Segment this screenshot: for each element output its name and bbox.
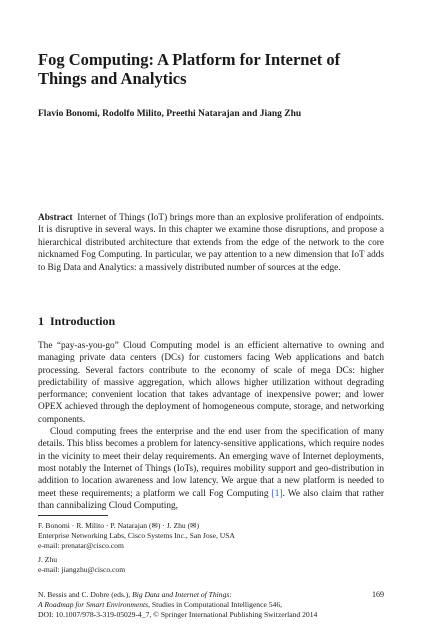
citation-editors: N. Bessis and C. Dobre (eds.), [38,590,133,599]
section-title: Introduction [50,314,116,328]
footnote-second-author [38,555,384,575]
footnote-author-name: J. Zhu [38,555,57,564]
paragraph-1: The “pay-as-you-go” Cloud Computing model is an efficient alternative to owning and managing private data centers (DCs) for customers facing Web applications and batch processing. Several factors contribute to the economy of scale of mega DCs: higher predictability of massive aggregation, which allows higher utilization without degrading performance; convenient location that takes advantage of inexpensive power; and lower OPEX achieved through the deployment of homogeneous compute, storage, and networking components. [38,341,384,425]
citation-book-title: Big Data and Internet of Things: [132,590,232,599]
footnote-email-2: e-mail: jiangzhu@cisco.com [38,565,126,574]
footnote-author-names: F. Bonomi · R. Milito · P. Natarajan (✉) · J. Zhu (✉) [38,521,200,530]
section-number: 1 [38,314,44,328]
abstract [38,212,384,274]
citation-line-1 [38,590,384,600]
page-number: 169 [372,590,384,599]
citation-subtitle: A Roadmap for Smart Environments [38,600,149,609]
paragraph-2-text: Cloud computing frees the enterprise and the end user from the specification of many details. This bliss becomes a problem for latency-sensitive applications, which require nodes in the vicinity to meet their delay requirements. An emerging wave of Internet deployments, most notably the Internet of Things (IoTs), requires mobility support and geo-distribution in addition to location awareness and low latency. We argue that a new platform is needed to meet these requirements; a platform we call Fog Computing [38,427,384,499]
author-list: Flavio Bonomi, Rodolfo Milito, Preethi Natarajan and Jiang Zhu [38,109,302,119]
paper-title: Fog Computing: A Platform for Internet of Things and Analytics [38,50,341,88]
abstract-label: Abstract [38,213,73,223]
paragraph-2-text-end: . We also claim that rather than cannibalizing Cloud Computing, [38,488,384,511]
paragraph-2 [38,426,384,512]
section-heading [38,314,115,328]
footnote-email: e-mail: prenatar@cisco.com [38,541,124,550]
citation-doi: DOI: 10.1007/978-3-319-05029-4_7, © Springer International Publishing Switzerland 2014 [38,610,318,619]
footnote-rule [38,515,108,516]
citation-series: , Studies in Computational Intelligence 546, [148,600,283,609]
citation-link[interactable]: [1] [271,488,283,499]
citation-line-2 [38,600,384,610]
footnote-affiliation-text: Enterprise Networking Labs, Cisco Systems Inc., San Jose, USA [38,531,235,540]
body-text [38,340,384,512]
footnote-affiliation [38,521,384,551]
abstract-text: Internet of Things (IoT) brings more than an explosive proliferation of endpoints. It is disruptive in several ways. In this chapter we examine those disruptions, and propose a hierarchical distributed architecture that extends from the edge of the network to the core nicknamed Fog Computing. In particular, we pay attention to a new dimension that IoT adds to Big Data and Analytics: a massively distributed number of sources at the edge. [38,213,384,273]
book-citation [38,590,384,620]
